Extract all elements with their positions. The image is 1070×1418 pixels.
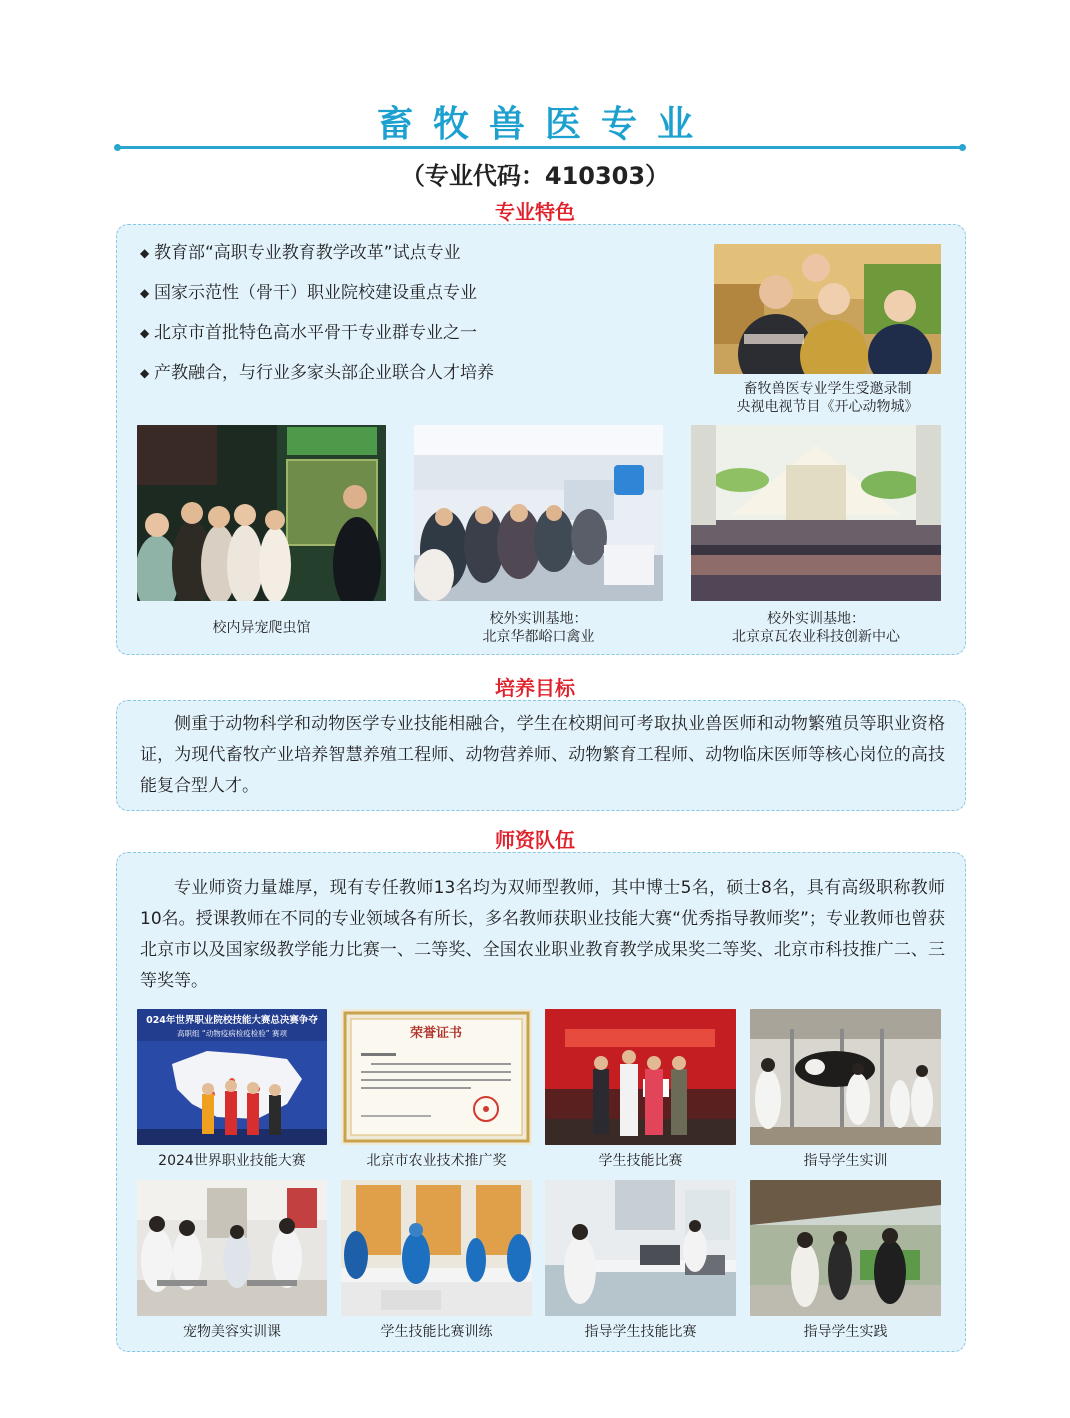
poultry-base-photo (414, 425, 663, 601)
list-item: ◆ 国家示范性（骨干）职业院校建设重点专业 (140, 280, 680, 320)
diamond-bullet-icon: ◆ (140, 366, 150, 380)
certificate-photo (341, 1009, 532, 1145)
pet-grooming-caption: 宠物美容实训课 (183, 1324, 281, 1340)
guide-practice-photo (750, 1180, 941, 1316)
world-skills-caption: 2024世界职业技能大赛 (158, 1153, 306, 1169)
faculty-heading: 师资队伍 (495, 828, 575, 852)
guide-contest-photo (545, 1180, 736, 1316)
title-divider (118, 146, 962, 149)
agri-tech-base-photo (691, 425, 941, 601)
list-item: ◆ 产教融合，与行业多家头部企业联合人才培养 (140, 360, 680, 400)
poultry-base-caption: 校外实训基地： 北京华都峪口禽业 (482, 611, 595, 645)
diamond-bullet-icon: ◆ (140, 326, 150, 340)
world-skills-photo (137, 1009, 327, 1145)
agri-tech-base-caption: 校外实训基地： 北京京瓦农业科技创新中心 (732, 611, 900, 645)
features-heading: 专业特色 (495, 200, 575, 224)
pet-grooming-photo (137, 1180, 327, 1316)
goals-text: 侧重于动物科学和动物医学专业技能相融合，学生在校期间可考取执业兽医师和动物繁殖员等职业资格证，为现代畜牧产业培养智慧养殖工程师、动物营养师、动物繁育工程师、动物临床医师等核心岗位的高技能复合型人才。 (140, 714, 945, 796)
features-list (140, 240, 680, 400)
certificate-caption: 北京市农业技术推广奖 (366, 1153, 507, 1169)
reptile-hall-caption: 校内异宠爬虫馆 (212, 620, 311, 636)
tv-show-photo (714, 244, 941, 374)
major-code: （专业代码：410303） (400, 162, 670, 190)
guide-contest-caption: 指导学生技能比赛 (584, 1324, 697, 1340)
student-contest-photo (545, 1009, 736, 1145)
tv-show-caption: 畜牧兽医专业学生受邀录制 央视电视节目《开心动物城》 (736, 381, 919, 415)
contest-training-caption: 学生技能比赛训练 (380, 1324, 493, 1340)
list-item: ◆ 教育部“高职专业教育教学改革”试点专业 (140, 240, 680, 280)
guide-training-caption: 指导学生实训 (803, 1153, 888, 1169)
list-item: ◆ 北京市首批特色高水平骨干专业群专业之一 (140, 320, 680, 360)
svg-text:高职组 “动物疫病检疫检验” 赛项: 高职组 “动物疫病检疫检验” 赛项 (176, 1029, 288, 1038)
guide-training-photo (750, 1009, 941, 1145)
faculty-text: 专业师资力量雄厚，现有专任教师13名均为双师型教师，其中博士5名，硕士8名，具有高级职称教师10名。授课教师在不同的专业领域各有所长，多名教师获职业技能大赛“优秀指导教师奖”；专业教师也曾获北京市以及国家级教学能力比赛一、二等奖、全国农业职业教育教学成果奖二等奖、北京市科技推广二、三等奖等。 (140, 878, 945, 991)
diamond-bullet-icon: ◆ (140, 286, 150, 300)
student-contest-caption: 学生技能比赛 (598, 1153, 683, 1169)
page-title: 畜牧兽医专业 (376, 104, 713, 145)
goals-heading: 培养目标 (495, 676, 575, 700)
svg-text:024年世界职业院校技能大赛总决赛争夺: 024年世界职业院校技能大赛总决赛争夺 (146, 1015, 318, 1026)
svg-text:荣誉证书: 荣誉证书 (409, 1026, 463, 1041)
contest-training-photo (341, 1180, 532, 1316)
diamond-bullet-icon: ◆ (140, 246, 150, 260)
reptile-hall-photo (137, 425, 386, 601)
guide-practice-caption: 指导学生实践 (803, 1324, 888, 1340)
